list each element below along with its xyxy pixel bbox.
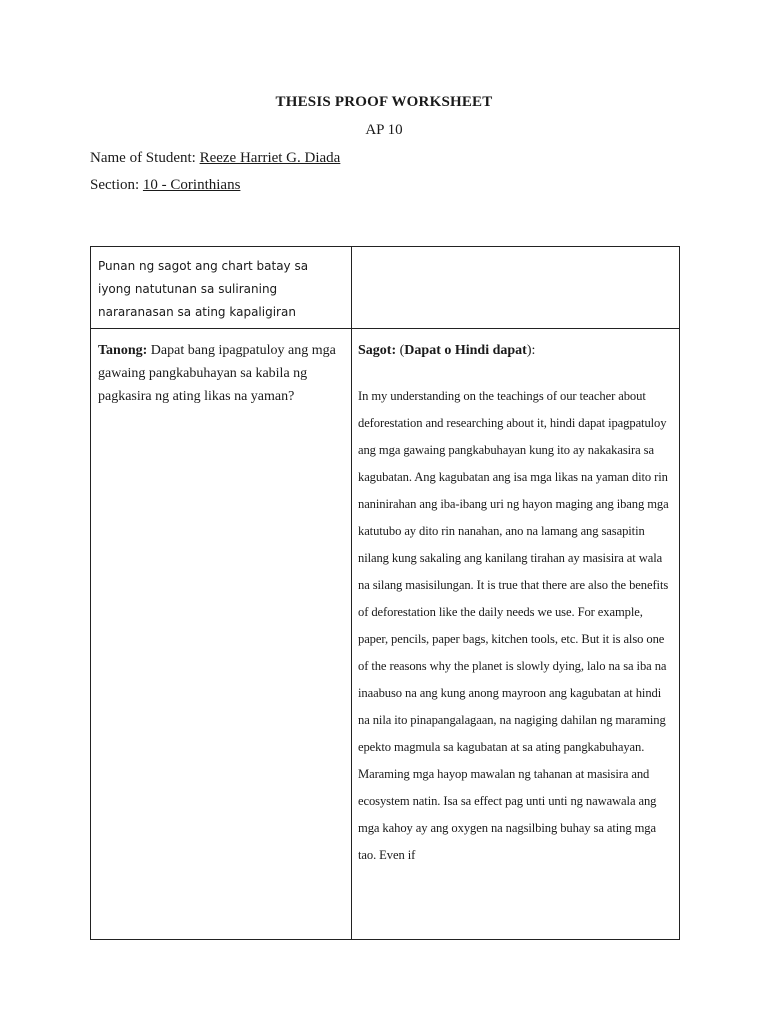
subject-label: AP 10 xyxy=(365,122,403,138)
worksheet-title: THESIS PROOF WORKSHEET xyxy=(275,94,493,110)
answer-cell xyxy=(352,329,680,940)
section-value: 10 - Corinthians xyxy=(142,177,241,193)
student-name-label: Name of Student: xyxy=(90,150,196,166)
answer-heading xyxy=(358,339,673,362)
answer-body: In my understanding on the teachings of our teacher about deforestation and researching about it, hindi dapat ipagpatuloy ang mga gawaing pangkabuhayan kung ito ay nakakasira sa kagubatan. Ang kagubatan ang isa mga likas na yaman dito rin naninirahan ang iba-ibang uri ng hayon maging ang ibang mga katutubo ay dito rin nanahan, ano na lamang ang sasapitin nilang kung sakaling ang kanilang tirahan ay masisira at wala na silang masisilungan. It is true that there are also the benefits of deforestation like the daily needs we use. For example, paper, pencils, paper bags, kitchen tools, etc. But it is also one of the reasons why the planet is slowly dying, lalo na sa iba na inaabuso na ang kung anong mayroon ang kagubatan at hindi na nila ito pinapangalagaan, na nagiging dahilan ng maraming epekto magmula sa kagubatan at sa ating pangkabuhayan. Maraming mga hayop mawalan ng tahanan at masisira and ecosystem natin. Isa sa effect pag unti unti ng nawawala ang mga kahoy ay ang oxygen na nagsilbing buhay sa ating mga tao. Even if xyxy=(358,389,669,862)
answer-close-paren: ): xyxy=(526,343,536,358)
answer-label: Sagot: xyxy=(358,343,397,358)
question-text: Dapat bang ipagpatuloy ang mga gawaing pangkabuhayan sa kabila ng pagkasira ng ating likas na yaman? xyxy=(98,343,336,404)
instruction-row xyxy=(91,247,680,329)
question-cell xyxy=(91,329,352,940)
instruction-cell xyxy=(91,247,352,329)
instruction-right-text xyxy=(352,247,679,259)
answer-open-paren: ( xyxy=(399,343,405,358)
answer-choice: Dapat o Hindi dapat xyxy=(404,343,527,358)
section-label: Section: xyxy=(90,177,140,193)
student-name-field xyxy=(90,150,340,167)
question-answer-row xyxy=(91,329,680,940)
instruction-text: Punan ng sagot ang chart batay sa iyong natutunan sa suliraning nararanasan sa ating kapaligiran xyxy=(98,259,309,319)
section-field xyxy=(90,177,240,194)
instruction-empty-cell xyxy=(352,247,680,329)
student-name-value: Reeze Harriet G. Diada xyxy=(199,150,341,166)
question-label: Tanong: xyxy=(98,343,148,358)
worksheet-table xyxy=(90,246,680,940)
